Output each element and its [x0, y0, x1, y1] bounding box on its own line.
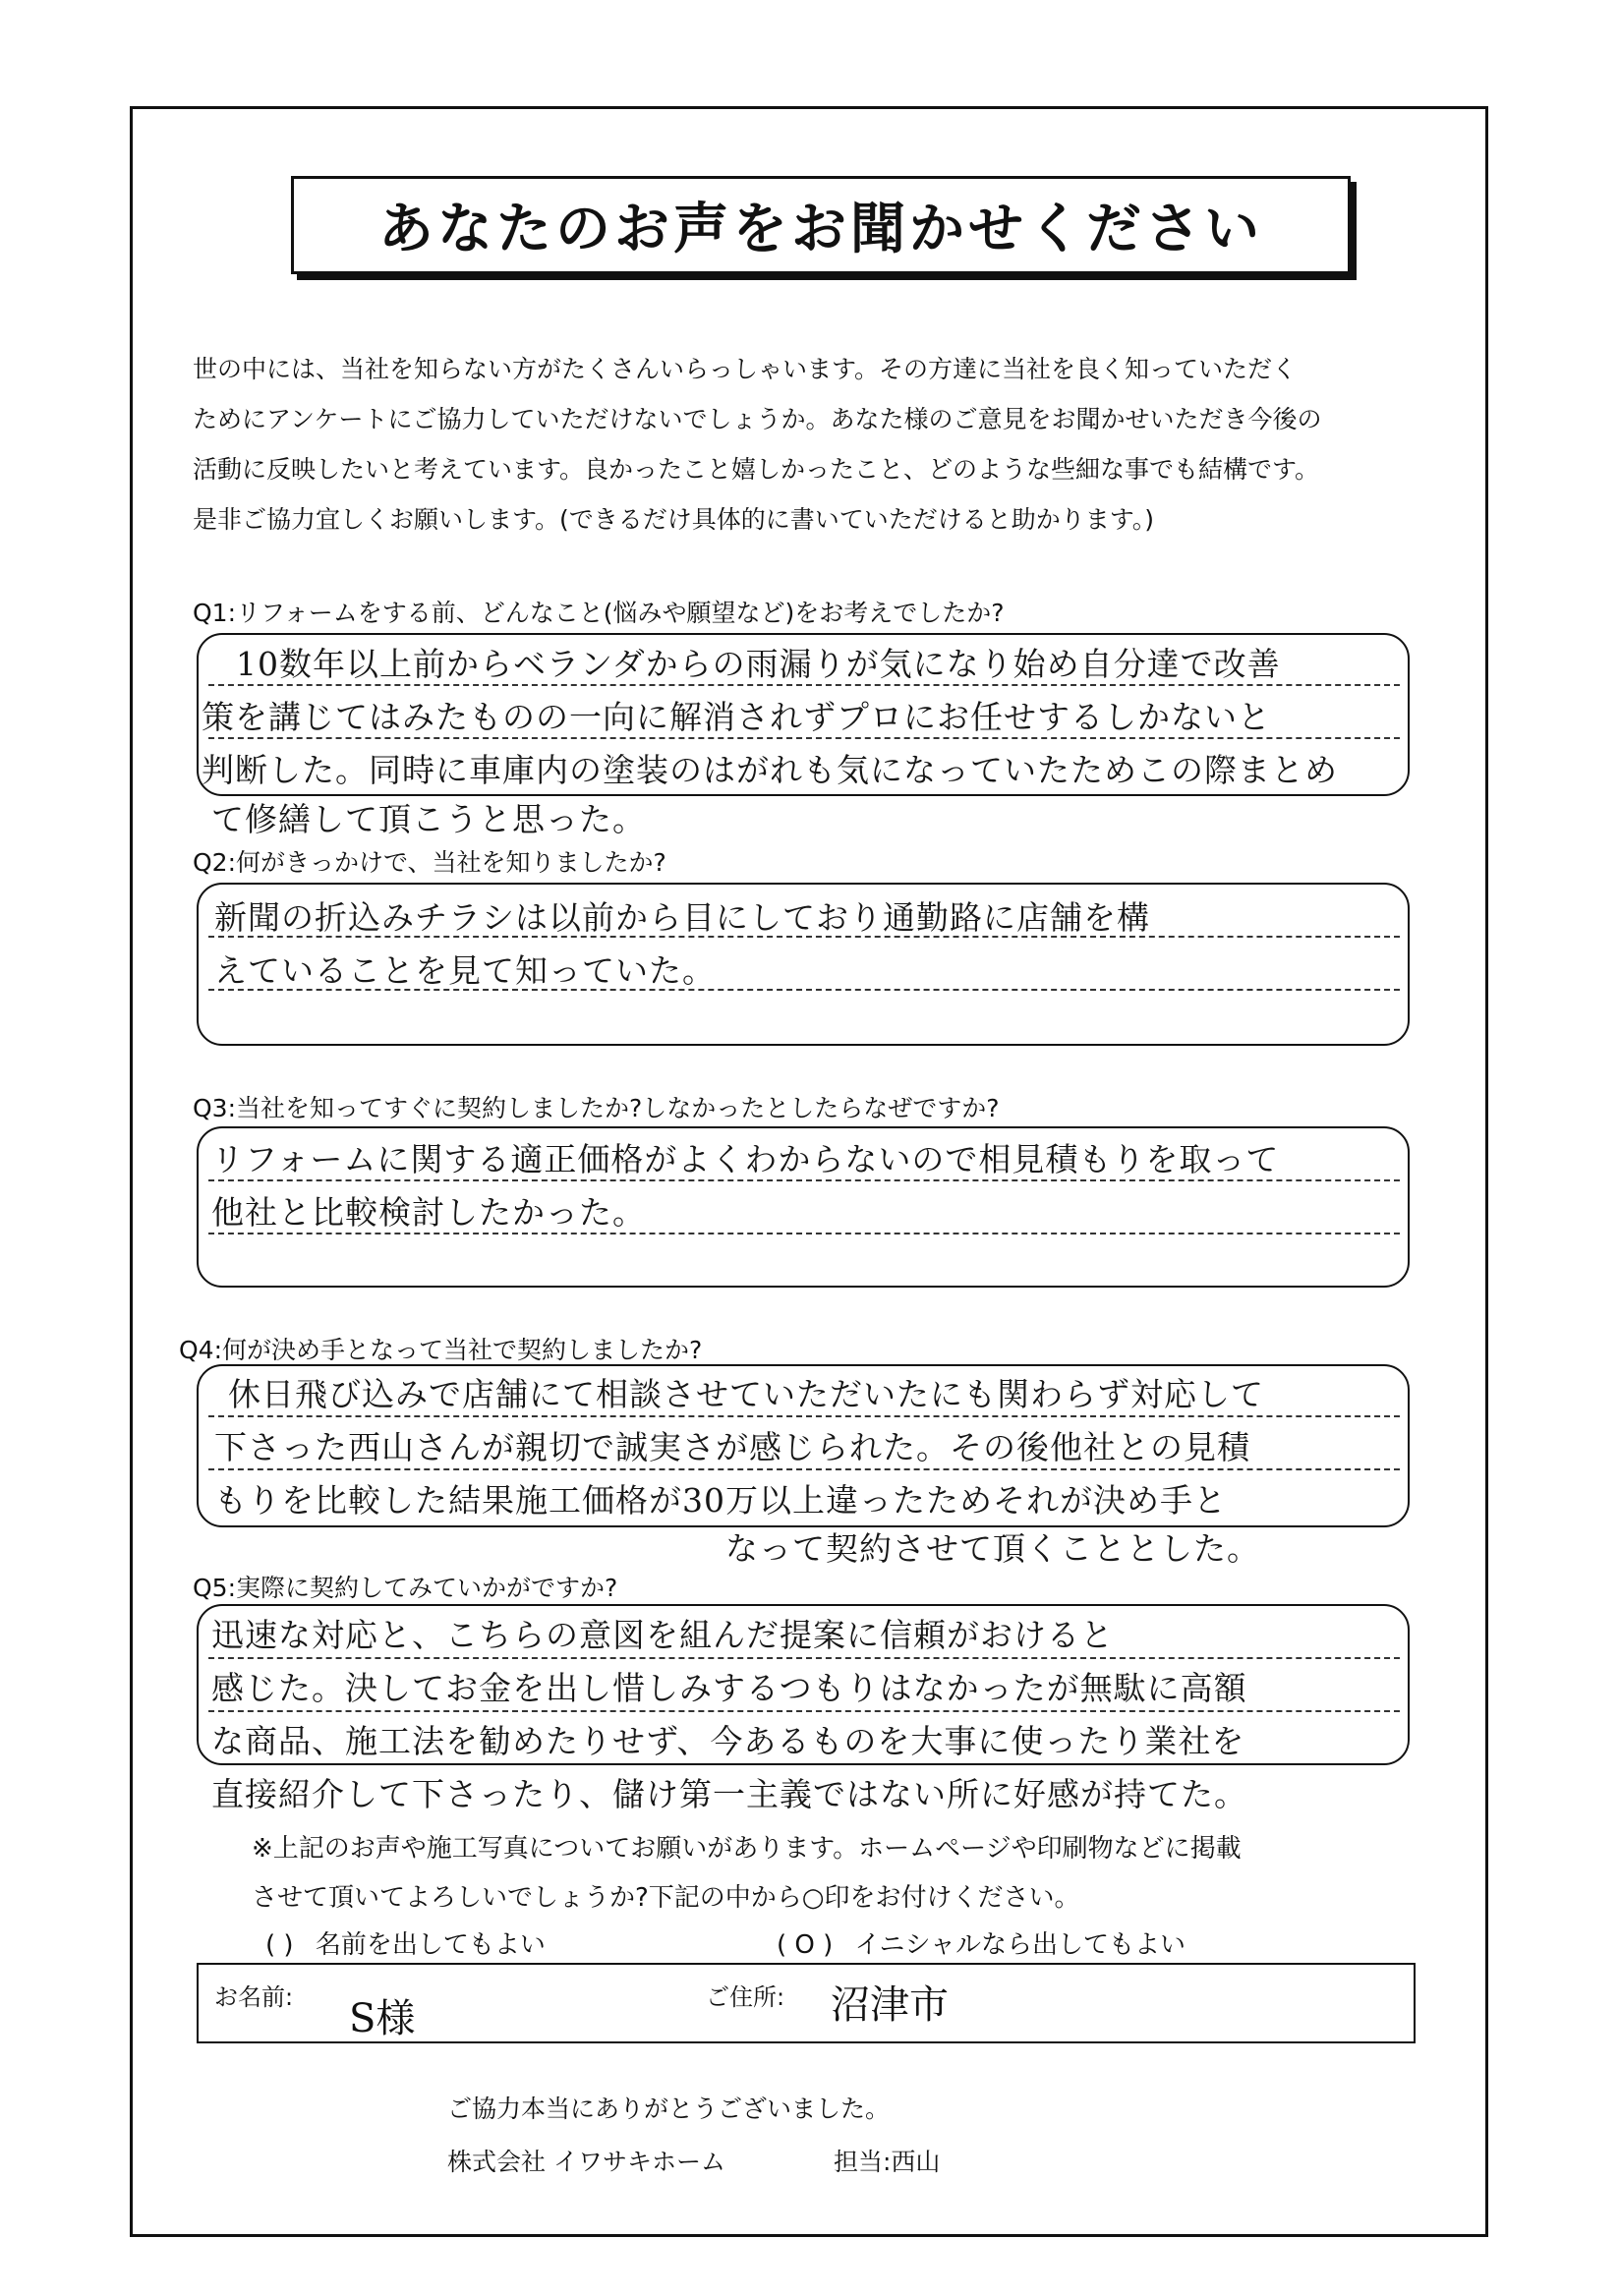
answer-1-line-3: 判断した。同時に車庫内の塗装のはがれも気になっていたためこの際まとめ: [202, 751, 1338, 789]
option-mark: ( O ): [777, 1930, 834, 1960]
intro-line: ためにアンケートにご協力していただけないでしょうか。あなた様のご意見をお聞かせいただき今後の: [193, 405, 1322, 433]
question-1-label: Q1:リフォームをする前、どんなこと(悩みや願望など)をお考えでしたか?: [193, 599, 1005, 627]
title-box: [291, 176, 1351, 274]
address-value: 沼津市: [831, 1982, 949, 2028]
thanks-text: ご協力本当にありがとうございました。: [447, 2095, 891, 2123]
question-4-label: Q4:何が決め手となって当社で契約しましたか?: [179, 1336, 703, 1364]
answer-4-line-3: もりを比較した結果施工価格が30万以上違ったためそれが決め手と: [214, 1481, 1227, 1520]
answer-4-line-4: なって契約させて頂くこととした。: [725, 1529, 1260, 1568]
answer-1-line-1: 10数年以上前からベランダからの雨漏りが気になり始め自分達で改善: [236, 645, 1281, 683]
publish-notice-line: させて頂いてよろしいでしょうか?下記の中から○印をお付けください。: [252, 1883, 1080, 1913]
answer-5-line-4: 直接紹介して下さったり、儲け第一主義ではない所に好感が持てた。: [211, 1775, 1247, 1813]
answer-3-line-2: 他社と比較検討したかった。: [211, 1193, 646, 1232]
option-mark: ( ): [265, 1930, 294, 1960]
name-value: S様: [349, 1996, 416, 2041]
answer-3-line-1: リフォームに関する適正価格がよくわからないので相見積もりを取って: [211, 1140, 1280, 1178]
answer-5-line-3: な商品、施工法を勧めたりせず、今あるものを大事に使ったり業社を: [211, 1722, 1245, 1760]
option-name-checkbox[interactable]: [265, 1924, 546, 1961]
intro-line: 是非ご協力宜しくお願いします。(できるだけ具体的に書いていただけると助かります。): [193, 505, 1155, 534]
answer-line: [208, 1415, 1400, 1417]
intro-line: 世の中には、当社を知らない方がたくさんいらっしゃいます。その方達に当社を良く知っていただく: [193, 355, 1298, 383]
answer-line: [208, 1657, 1400, 1659]
option-label: イニシャルなら出してもよい: [854, 1930, 1186, 1960]
answer-1-line-4: て修繕して頂こうと思った。: [211, 800, 646, 838]
option-label: 名前を出してもよい: [315, 1930, 546, 1960]
answer-5-line-2: 感じた。決してお金を出し惜しみするつもりはなかったが無駄に高額: [211, 1669, 1247, 1707]
intro-line: 活動に反映したいと考えています。良かったこと嬉しかったこと、どのような些細な事でも結構です。: [193, 455, 1320, 484]
option-initial-checkbox[interactable]: [777, 1924, 1186, 1961]
name-label: お名前:: [214, 1983, 294, 2011]
answer-5-line-1: 迅速な対応と、こちらの意図を組んだ提案に信頼がおけると: [211, 1616, 1114, 1654]
question-5-label: Q5:実際に契約してみていかがですか?: [193, 1574, 618, 1602]
question-2-label: Q2:何がきっかけで、当社を知りましたか?: [193, 848, 666, 877]
company-name: 株式会社 イワサキホーム: [447, 2148, 725, 2176]
answer-line: [208, 1710, 1400, 1712]
publish-notice-line: ※上記のお声や施工写真についてお願いがあります。ホームページや印刷物などに掲載: [252, 1834, 1242, 1864]
question-3-label: Q3:当社を知ってすぐに契約しましたか?しなかったとしたらなぜですか?: [193, 1094, 1000, 1122]
answer-4-line-2: 下さった西山さんが親切で誠実さが感じられた。その後他社との見積: [214, 1428, 1250, 1466]
answer-2-line-1: 新聞の折込みチラシは以前から目にしており通勤路に店舗を構: [214, 898, 1150, 937]
answer-line: [208, 1468, 1400, 1470]
staff-name: 担当:西山: [834, 2148, 941, 2176]
answer-4-line-1: 休日飛び込みで店舗にて相談させていただいたにも関わらず対応して: [228, 1375, 1264, 1413]
answer-1-line-2: 策を講じてはみたものの一向に解消されずプロにお任せするしかないと: [202, 698, 1271, 736]
intro-text: [193, 344, 1471, 545]
address-label: ご住所:: [706, 1983, 785, 2011]
answer-2-line-2: えていることを見て知っていた。: [214, 951, 716, 990]
page-title: あなたのお声をお聞かせください: [378, 197, 1263, 261]
